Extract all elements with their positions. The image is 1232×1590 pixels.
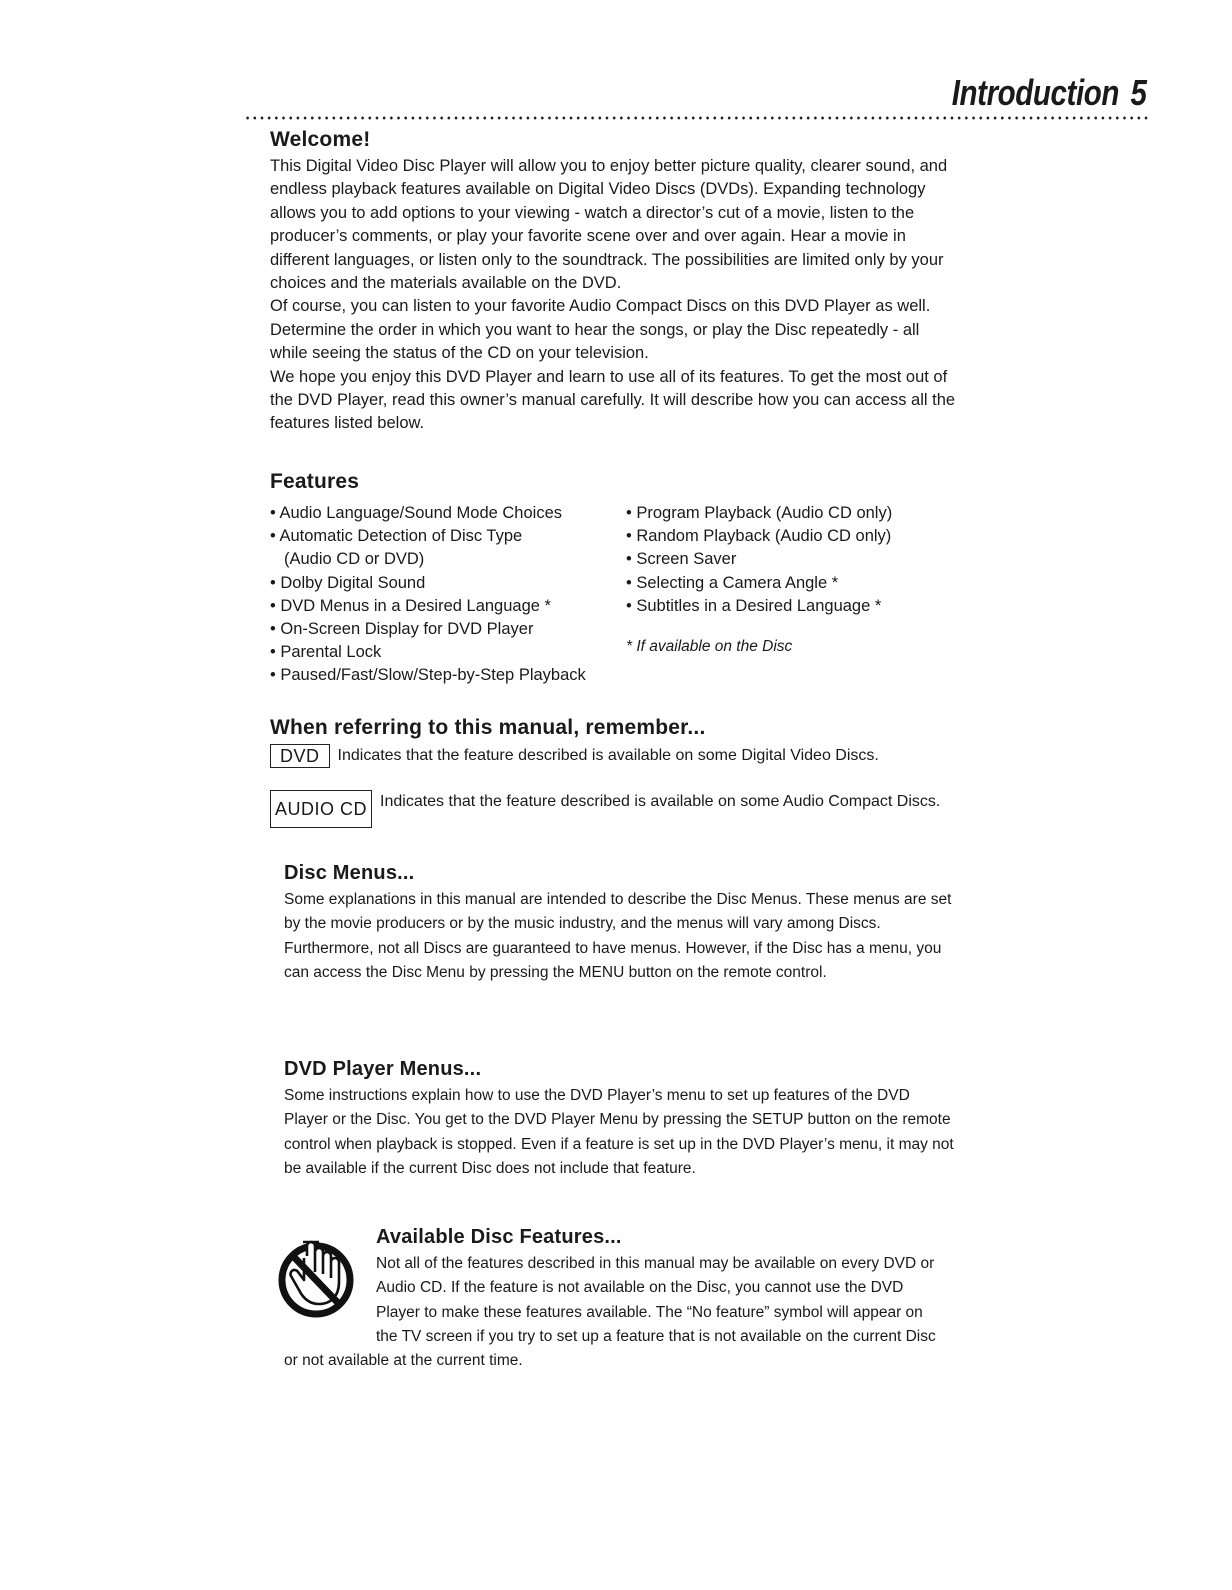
feature-item: • DVD Menus in a Desired Language *: [270, 596, 551, 615]
feature-item-continuation: (Audio CD or DVD): [284, 550, 425, 569]
feature-item: • On-Screen Display for DVD Player: [270, 620, 534, 639]
disc-menus-section: [284, 862, 954, 985]
audio-legend-row: [270, 790, 965, 828]
player-menus-text: Some instructions explain how to use the DVD Player’s menu to set up features of the DVD Player or the Disc. You get to the DVD Player Menu by pressing the SETUP button on the remote control when playback is stopped. Even if a feature is set up in the DVD Player’s menu, it may not be available if the current Disc does not include that feature.: [284, 1087, 954, 1177]
player-menus-heading: DVD Player Menus...: [284, 1058, 482, 1080]
feature-item: • Program Playback (Audio CD only): [626, 504, 893, 522]
features-list-left: [270, 502, 615, 688]
header-dotted-rule: [244, 116, 1148, 120]
feature-item: • Automatic Detection of Disc Type: [270, 527, 523, 546]
chapter-title: Introduction: [951, 72, 1119, 113]
audio-cd-label-box: AUDIO CD: [270, 790, 372, 828]
feature-item: • Random Playback (Audio CD only): [626, 527, 892, 546]
feature-item: • Dolby Digital Sound: [270, 573, 426, 592]
features-footnote: * If available on the Disc: [626, 638, 793, 655]
referring-section: [270, 716, 970, 819]
player-menus-section: [284, 1058, 954, 1181]
welcome-section: [270, 128, 960, 436]
features-section: [270, 470, 970, 685]
page-number: 5: [1129, 72, 1146, 113]
welcome-paragraph: We hope you enjoy this DVD Player and learn to use all of its features. To get the most out of the DVD Player, read this owner’s manual carefully. It will describe how you can access all the features listed below.: [270, 367, 956, 433]
dvd-label-box: DVD: [270, 744, 330, 768]
disc-menus-heading: Disc Menus...: [284, 862, 415, 884]
feature-item: • Selecting a Camera Angle *: [626, 573, 839, 592]
features-heading: Features: [270, 470, 360, 493]
audio-legend-text: Indicates that the feature described is available on some Audio Compact Discs.: [380, 793, 941, 810]
page-header: [951, 72, 1146, 114]
dvd-legend-text: Indicates that the feature described is available on some Digital Video Discs.: [337, 747, 879, 764]
available-text: Not all of the features described in this manual may be available on every DVD or Audio CD. If the feature is not available on the Disc, you cannot use the DVD Player to make these features available. The “No feature” symbol will appear on the TV screen if you try to set up a feature that is not available on the current Disc or not available at the current time.: [284, 1255, 936, 1370]
feature-item: • Subtitles in a Desired Language *: [626, 596, 882, 615]
dvd-legend-row: [270, 744, 879, 768]
feature-item: • Screen Saver: [626, 550, 737, 569]
welcome-paragraph: Of course, you can listen to your favorite Audio Compact Discs on this DVD Player as well. Determine the order in which you want to hear the songs, or play the Disc repeatedly - all while seeing the status of the CD on your television.: [270, 297, 931, 363]
available-heading: Available Disc Features...: [376, 1226, 622, 1248]
welcome-paragraph: This Digital Video Disc Player will allow you to enjoy better picture quality, clearer sound, and endless playback features available on Digital Video Discs (DVDs). Expanding technology allows you to add options to your viewing - watch a director’s cut of a movie, listen to the producer’s comments, or play your favorite scene over and over again. Hear a movie in different languages, or listen only to the soundtrack. The possibilities are limited only by your choices and the materials available on the DVD.: [270, 157, 948, 293]
icon-float-spacer: [284, 1252, 376, 1348]
feature-item: • Paused/Fast/Slow/Step-by-Step Playback: [270, 666, 586, 685]
available-section: [284, 1226, 954, 1373]
feature-item: • Parental Lock: [270, 643, 382, 662]
disc-menus-text: Some explanations in this manual are intended to describe the Disc Menus. These menus are set by the movie producers or by the music industry, and the menus will vary among Discs. Furthermore, not all Discs are guaranteed to have menus. However, if the Disc has a menu, you can access the Disc Menu by pressing the MENU button on the remote control.: [284, 891, 952, 981]
referring-heading: When referring to this manual, remember...: [270, 716, 706, 739]
available-text-block: [284, 1252, 954, 1373]
features-list-right: [626, 502, 966, 618]
welcome-heading: Welcome!: [270, 128, 371, 151]
feature-item: [270, 548, 615, 571]
feature-item: • Audio Language/Sound Mode Choices: [270, 504, 562, 522]
welcome-body: [270, 155, 960, 436]
